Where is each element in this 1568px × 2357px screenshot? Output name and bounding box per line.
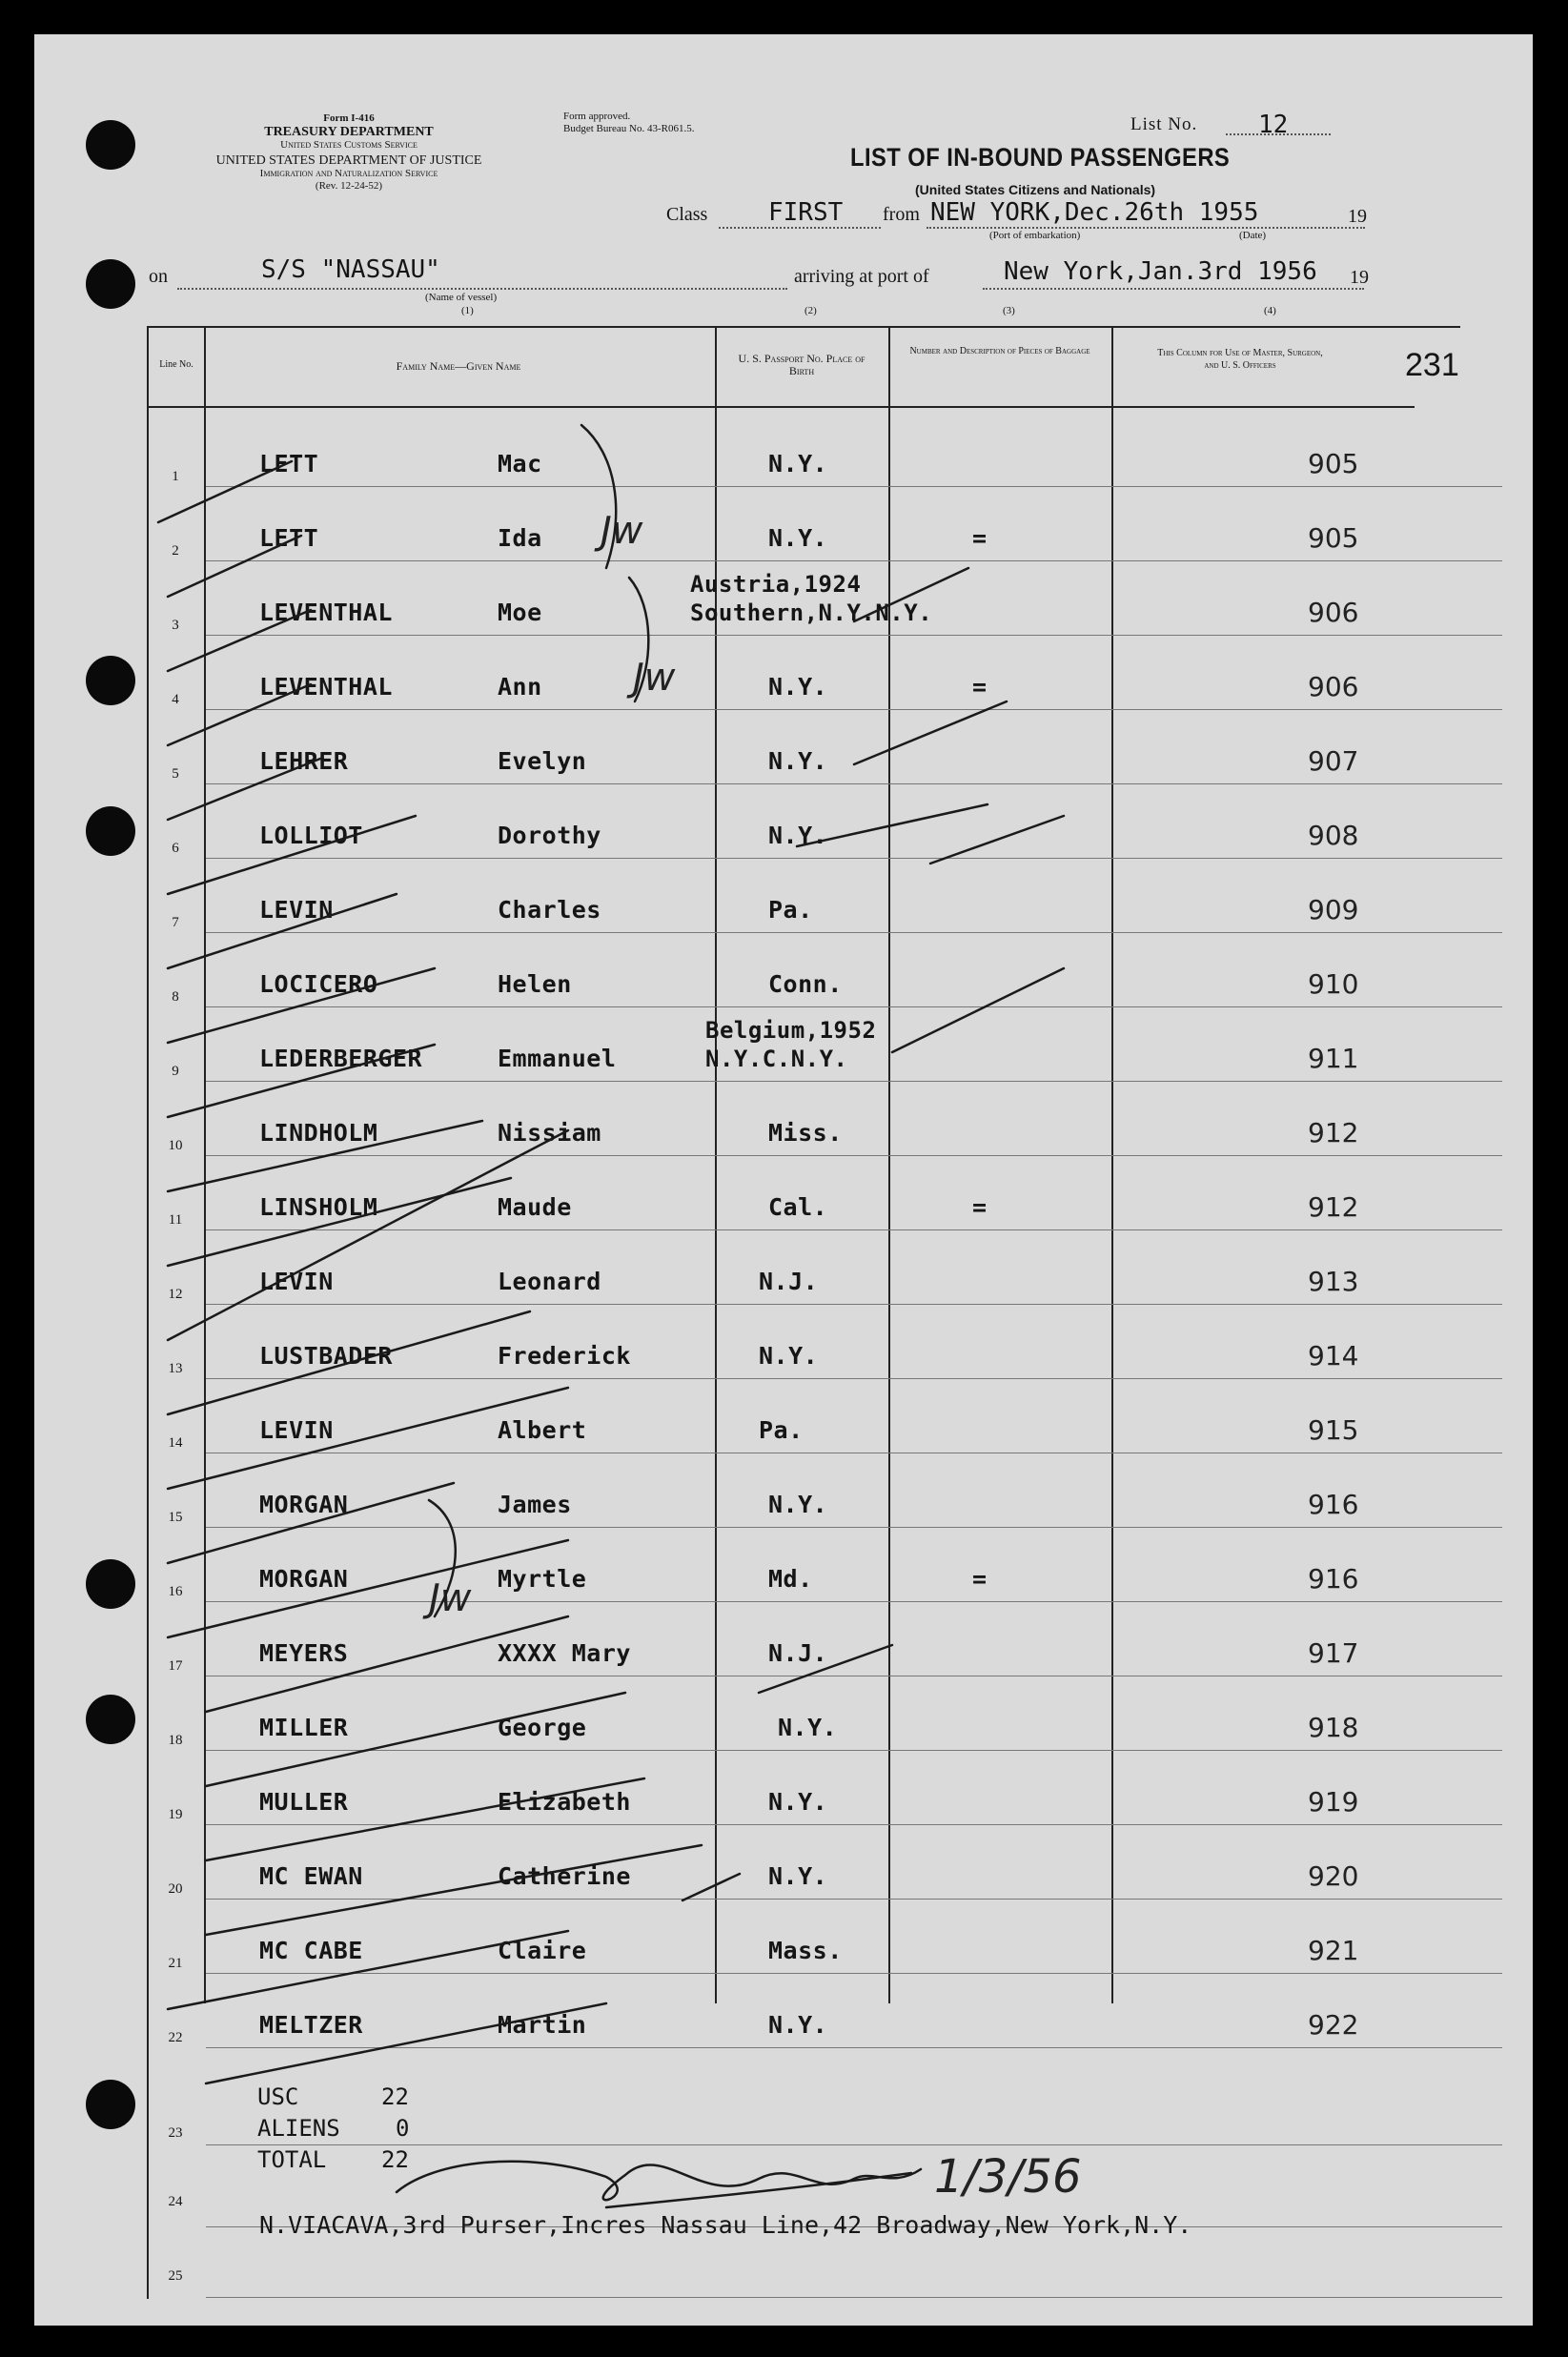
list-number: 12 — [1258, 111, 1289, 139]
place-of-birth: N.Y. — [768, 2011, 828, 2039]
place-of-birth: Pa. — [768, 896, 813, 924]
officer-number: 915 — [1308, 1414, 1359, 1446]
place-of-birth: Pa. — [759, 1416, 804, 1444]
place-of-birth: Conn. — [768, 970, 843, 998]
officer-number: 916 — [1308, 1563, 1359, 1595]
vessel-caption: (Name of vessel) — [425, 292, 498, 303]
line-number: 23 — [168, 2125, 183, 2141]
line-number: 13 — [168, 1361, 183, 1376]
col-num-4: (4) — [1264, 305, 1276, 316]
usc-count: 22 — [381, 2083, 409, 2110]
officer-number: 906 — [1308, 671, 1359, 702]
family-name: LEVENTHAL — [259, 599, 393, 626]
family-name: MORGAN — [259, 1491, 349, 1518]
given-name: Maude — [498, 1193, 572, 1221]
usc-label: USC — [257, 2083, 299, 2110]
line-number: 1 — [172, 469, 179, 484]
officer-number: 914 — [1308, 1340, 1359, 1372]
place-of-birth: N.Y. — [768, 450, 828, 477]
place-of-birth: N.Y. — [768, 1862, 828, 1890]
given-name: Emmanuel — [498, 1045, 617, 1072]
officer-number: 912 — [1308, 1117, 1359, 1148]
place-of-birth: N.Y. — [778, 1714, 838, 1741]
place-of-birth: Miss. — [768, 1119, 843, 1147]
line-number: 24 — [168, 2194, 183, 2209]
arriving-label: arriving at port of — [794, 266, 929, 287]
officer-number: 922 — [1308, 2009, 1359, 2041]
total-count: 22 — [381, 2146, 409, 2173]
given-name: Helen — [498, 970, 572, 998]
given-name: Albert — [498, 1416, 587, 1444]
from-label: from — [883, 204, 920, 225]
line-number: 21 — [168, 1956, 183, 1971]
line-number: 6 — [172, 841, 179, 856]
class-label: Class — [666, 204, 708, 225]
given-name: Charles — [498, 896, 601, 924]
col-num-1: (1) — [461, 305, 474, 316]
family-name: LOLLIOT — [259, 822, 363, 849]
header-officers: This Column for Use of Master, Surgeon, and U. S. Officers — [1157, 348, 1323, 371]
arriving-value: New York,Jan.3rd 1956 — [1004, 257, 1317, 286]
aliens-label: ALIENS — [257, 2115, 340, 2142]
place-of-birth: Md. — [768, 1565, 813, 1593]
family-name: MORGAN — [259, 1565, 349, 1593]
vessel-name: S/S "NASSAU" — [261, 255, 440, 284]
family-name: LEVENTHAL — [259, 673, 393, 701]
officer-number: 913 — [1308, 1266, 1359, 1297]
officer-number: 911 — [1308, 1043, 1359, 1074]
family-name: LEHRER — [259, 747, 349, 775]
officer-number: 905 — [1308, 522, 1359, 554]
handwritten-initials: Jw — [633, 656, 676, 700]
officer-number: 908 — [1308, 820, 1359, 851]
line-number: 14 — [168, 1435, 183, 1451]
given-name: Frederick — [498, 1342, 631, 1370]
given-name: Ida — [498, 524, 542, 552]
line-number: 16 — [168, 1584, 183, 1599]
family-name: LETT — [259, 524, 319, 552]
family-name: LINDHOLM — [259, 1119, 378, 1147]
place-of-birth: N.Y. — [768, 524, 828, 552]
place-of-birth: N.Y. — [768, 673, 828, 701]
family-name: LEVIN — [259, 1416, 334, 1444]
officer-number: 919 — [1308, 1786, 1359, 1818]
col-num-3: (3) — [1003, 305, 1015, 316]
col-num-2: (2) — [804, 305, 817, 316]
officer-number: 920 — [1308, 1860, 1359, 1892]
header-name: Family Name—Given Name — [396, 359, 521, 373]
given-name: XXXX Mary — [498, 1639, 631, 1667]
family-name: LEDERBERGER — [259, 1045, 423, 1072]
line-number: 17 — [168, 1658, 183, 1674]
line-number: 20 — [168, 1881, 183, 1897]
header-line-no: Line No. — [159, 359, 193, 370]
header-passport: U. S. Passport No. Place of Birth — [738, 352, 865, 377]
baggage: = — [972, 673, 988, 701]
line-number: 25 — [168, 2268, 183, 2284]
ins-service: Immigration and Naturalization Service — [259, 168, 438, 179]
place-of-birth: Austria,1924 Southern,N.Y.N.Y. — [690, 571, 933, 626]
line-number: 15 — [168, 1510, 183, 1525]
revision: (Rev. 12-24-52) — [315, 180, 383, 192]
place-of-birth: N.J. — [759, 1268, 819, 1295]
line-number: 9 — [172, 1064, 179, 1079]
officer-number: 907 — [1308, 745, 1359, 777]
baggage: = — [972, 1193, 988, 1221]
handwritten-initials: Jw — [601, 509, 643, 553]
handwritten-initials: Jw — [429, 1576, 472, 1620]
list-number-label: List No. — [1130, 114, 1198, 134]
given-name: Claire — [498, 1937, 587, 1964]
line-number: 8 — [172, 989, 179, 1005]
year-prefix: 19 — [1348, 206, 1367, 227]
line-number: 3 — [172, 618, 179, 633]
place-of-birth: N.Y. — [768, 1491, 828, 1518]
signature-date: 1/3/56 — [934, 2150, 1082, 2204]
line-number: 5 — [172, 766, 179, 782]
from-value: NEW YORK,Dec.26th 1955 — [930, 198, 1259, 227]
given-name: George — [498, 1714, 587, 1741]
form-title: LIST OF IN-BOUND PASSENGERS — [850, 143, 1231, 172]
family-name: MULLER — [259, 1788, 349, 1816]
line-number: 2 — [172, 543, 179, 559]
given-name: Nissiam — [498, 1119, 601, 1147]
given-name: Martin — [498, 2011, 587, 2039]
year-prefix-2: 19 — [1350, 267, 1369, 288]
date-caption: (Date) — [1239, 230, 1267, 241]
given-name: Leonard — [498, 1268, 601, 1295]
family-name: MC EWAN — [259, 1862, 363, 1890]
given-name: James — [498, 1491, 572, 1518]
officer-number: 905 — [1308, 448, 1359, 479]
family-name: MILLER — [259, 1714, 349, 1741]
place-of-birth: N.Y. — [768, 822, 828, 849]
header-baggage: Number and Description of Pieces of Baggage — [909, 346, 1090, 356]
place-of-birth: N.Y. — [759, 1342, 819, 1370]
page-number: 231 — [1405, 347, 1459, 383]
family-name: LINSHOLM — [259, 1193, 378, 1221]
family-name: LEVIN — [259, 1268, 334, 1295]
form-subtitle: (United States Citizens and Nationals) — [915, 182, 1156, 197]
form-number: Form I-416 — [323, 112, 375, 124]
given-name: Mac — [498, 450, 542, 477]
place-of-birth: Cal. — [768, 1193, 828, 1221]
on-label: on — [149, 266, 168, 287]
place-of-birth: N.Y. — [768, 1788, 828, 1816]
officer-number: 916 — [1308, 1489, 1359, 1520]
officer-number: 906 — [1308, 597, 1359, 628]
given-name: Moe — [498, 599, 542, 626]
given-name: Dorothy — [498, 822, 601, 849]
line-number: 4 — [172, 692, 179, 707]
officer-number: 909 — [1308, 894, 1359, 925]
place-of-birth: N.Y. — [768, 747, 828, 775]
given-name: Evelyn — [498, 747, 587, 775]
port-caption: (Port of embarkation) — [989, 230, 1081, 241]
line-number: 11 — [168, 1212, 183, 1228]
given-name: Catherine — [498, 1862, 631, 1890]
line-number: 7 — [172, 915, 179, 930]
treasury-dept: TREASURY DEPARTMENT — [264, 125, 434, 139]
line-number: 12 — [168, 1287, 183, 1302]
baggage: = — [972, 1565, 988, 1593]
aliens-count: 0 — [396, 2115, 410, 2142]
officer-number: 917 — [1308, 1637, 1359, 1669]
line-number: 22 — [168, 2030, 183, 2045]
officer-number: 918 — [1308, 1712, 1359, 1743]
line-number: 10 — [168, 1138, 183, 1153]
officer-number: 921 — [1308, 1935, 1359, 1966]
family-name: LUSTBADER — [259, 1342, 393, 1370]
family-name: MEYERS — [259, 1639, 349, 1667]
form-approved: Form approved. — [563, 111, 631, 122]
officer-number: 912 — [1308, 1191, 1359, 1223]
given-name: Ann — [498, 673, 542, 701]
family-name: LOCICERO — [259, 970, 378, 998]
form-sheet — [34, 34, 1533, 2326]
justice-dept: UNITED STATES DEPARTMENT OF JUSTICE — [215, 153, 482, 168]
line-number: 18 — [168, 1733, 183, 1748]
given-name: Myrtle — [498, 1565, 587, 1593]
given-name: Elizabeth — [498, 1788, 631, 1816]
baggage: = — [972, 524, 988, 552]
pen-marks — [34, 34, 1533, 2326]
budget-bureau: Budget Bureau No. 43-R061.5. — [563, 123, 695, 134]
total-label: TOTAL — [257, 2146, 327, 2173]
family-name: LETT — [259, 450, 319, 477]
officer-number: 910 — [1308, 968, 1359, 1000]
class-value: FIRST — [768, 198, 844, 227]
family-name: LEVIN — [259, 896, 334, 924]
place-of-birth: Mass. — [768, 1937, 843, 1964]
family-name: MC CABE — [259, 1937, 363, 1964]
place-of-birth: Belgium,1952 N.Y.C.N.Y. — [705, 1017, 877, 1072]
purser-line: N.VIACAVA,3rd Purser,Incres Nassau Line,42 Broadway,New York,N.Y. — [259, 2211, 1192, 2239]
customs-service: United States Customs Service — [280, 139, 417, 151]
family-name: MELTZER — [259, 2011, 363, 2039]
place-of-birth: N.J. — [768, 1639, 828, 1667]
line-number: 19 — [168, 1807, 183, 1822]
